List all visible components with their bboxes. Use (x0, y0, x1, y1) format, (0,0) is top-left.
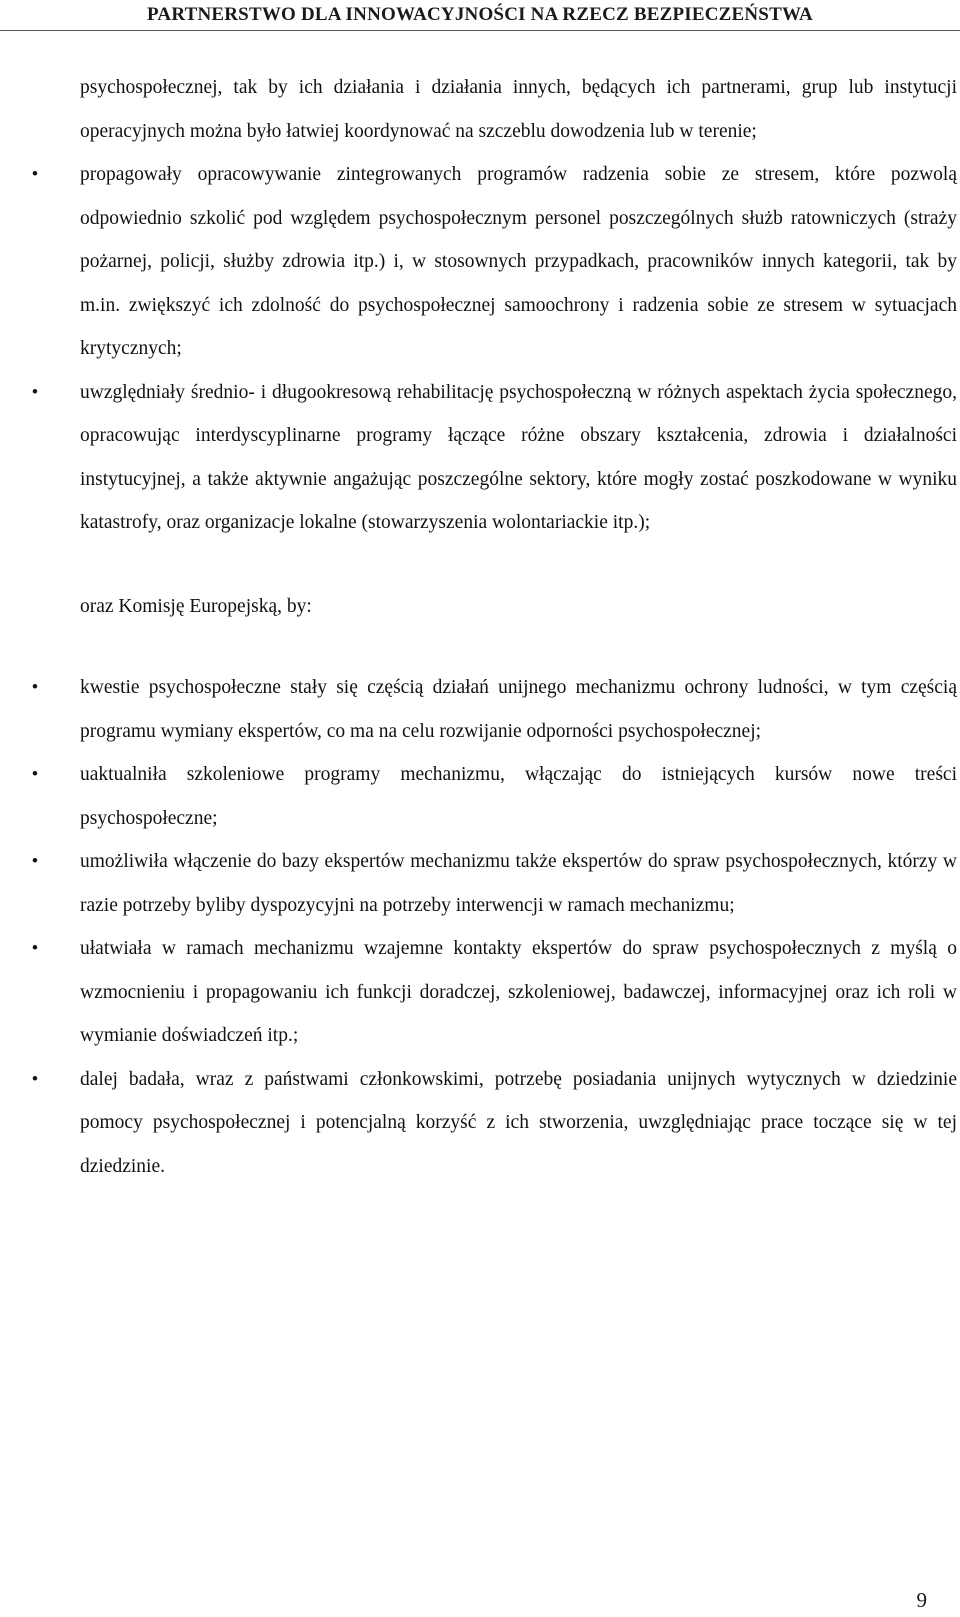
bullet-icon: • (31, 381, 39, 403)
list-item (31, 371, 957, 545)
bullet-icon: • (31, 1068, 39, 1090)
bullet-icon: • (31, 164, 39, 185)
bullet-icon: • (31, 677, 39, 698)
list-item-text: kwestie psychospołeczne stały się częścią działań unijnego mechanizmu ochrony ludności, w tym częścią programu wymiany ekspertów, co ma na celu rozwijanie odporności psychospołecznej; (80, 677, 957, 742)
list-item-text: dalej badała, wraz z państwami członkowskimi, potrzebę posiadania unijnych wytycznych w dziedzinie pomocy psychospołecznej i potencjalną korzyść z ich stworzenia, uwzględniając prace toczące się w tej dziedzinie. (80, 1068, 957, 1177)
bullet-icon: • (31, 938, 39, 959)
list-item (31, 1058, 957, 1189)
page-number: 9 (916, 1588, 927, 1612)
list-item (31, 753, 957, 840)
continuation-paragraph: psychospołecznej, tak by ich działania i działania innych, będących ich partnerami, grup lub instytucji operacyjnych można było łatwiej koordynować na szczeblu dowodzenia lub w terenie; (80, 77, 957, 142)
intro-line: oraz Komisję Europejską, by: (80, 595, 312, 617)
page-header (0, 0, 960, 30)
header-title: PARTNERSTWO DLA INNOWACYJNOŚCI NA RZECZ BEZPIECZEŃSTWA (147, 4, 813, 25)
bullet-icon: • (31, 851, 39, 872)
list-item-text: umożliwiła włączenie do bazy ekspertów mechanizmu także ekspertów do spraw psychospołecznych, którzy w razie potrzeby byliby dyspozycyjni na potrzeby interwencji w ramach mechanizmu; (80, 851, 957, 916)
list-item-text: uaktualniła szkoleniowe programy mechanizmu, włączając do istniejących kursów nowe treści psychospołeczne; (80, 764, 957, 829)
list-item (31, 927, 957, 1058)
header-divider (0, 30, 960, 31)
list-item (31, 153, 957, 371)
list-item-text: ułatwiała w ramach mechanizmu wzajemne kontakty ekspertów do spraw psychospołecznych z myślą o wzmocnieniu i propagowaniu ich funkcji doradczej, szkoleniowej, badawczej, informacyjnej oraz ich roli w wymianie doświadczeń itp.; (80, 938, 957, 1046)
document-body (0, 66, 960, 1188)
list-item (31, 840, 957, 927)
list-item (31, 666, 957, 753)
list-item-text: uwzględniały średnio- i długookresową rehabilitację psychospołeczną w różnych aspektach życia społecznego, opracowując interdyscyplinarne programy łączące różne obszary kształcenia, zdrowia i działalności instytucyjnej, a także aktywnie angażując poszczególne sektory, które mogły zostać poszkodowane w wyniku katastrofy, oraz organizacje lokalne (stowarzyszenia wolontariackie itp.); (80, 381, 957, 533)
list-item-text: propagowały opracowywanie zintegrowanych programów radzenia sobie ze stresem, które pozwolą odpowiednio szkolić pod względem psychospołecznym personel poszczególnych służb ratowniczych (straży pożarnej, policji, służby zdrowia itp.) i, w stosownych przypadkach, pracowników innych kategorii, tak by m.in. zwiększyć ich zdolność do psychospołecznej samoochrony i radzenia sobie ze stresem w sytuacjach krytycznych; (80, 164, 957, 359)
bullet-icon: • (31, 764, 39, 785)
